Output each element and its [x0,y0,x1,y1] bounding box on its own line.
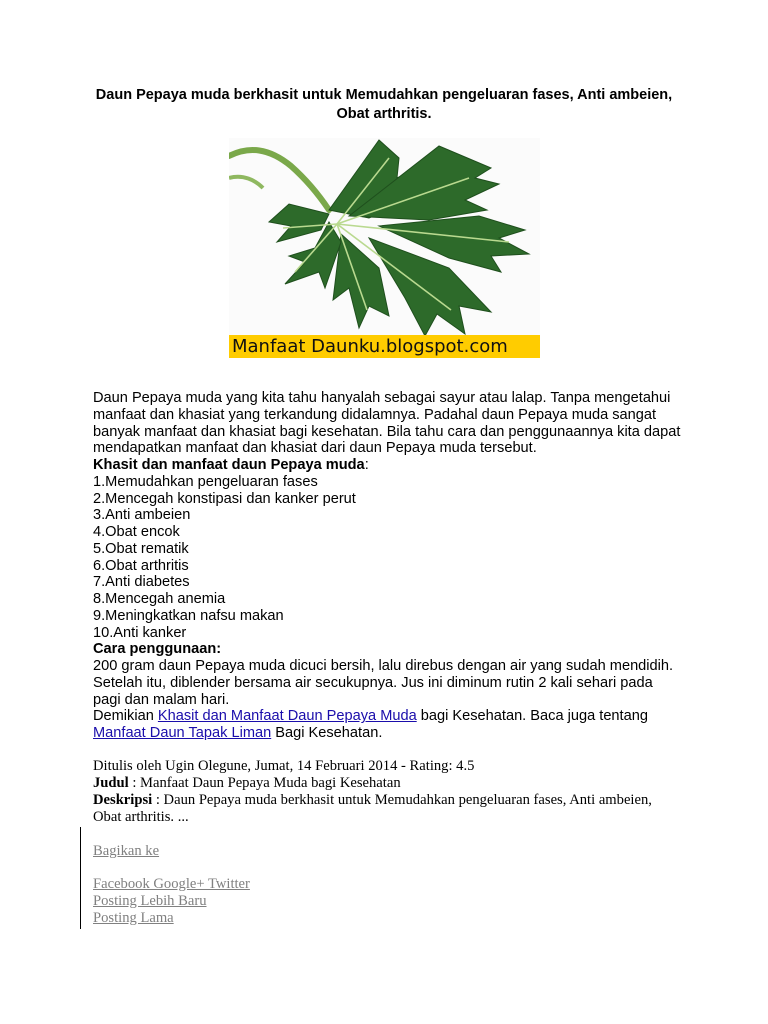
list-item: 8.Mencegah anemia [93,591,226,607]
article-link[interactable]: Khasit dan Manfaat Daun Pepaya Muda [157,708,417,725]
image-watermark-banner: Manfaat Daunku.blogspot.com [229,335,540,358]
list-item: 9.Meningkatkan nafsu makan [93,607,284,624]
judul-value: : Manfaat Daun Pepaya Muda bagi Kesehatan [128,775,401,791]
judul-line [93,775,683,792]
usage-paragraph: 200 gram daun Pepaya muda dicuci bersih, lalu direbus dengan air yang sudah mendidih. Setelah itu, diblender bersama air secukupnya. Jus ini diminum rutin 2 kali sehari pada pagi dan malam hari. [93,658,674,708]
benefits-heading [93,457,683,474]
benefits-list [93,474,683,642]
papaya-leaf-icon [229,138,540,338]
share-section [80,827,381,929]
list-item: 10.Anti kanker [93,624,187,641]
byline: Ditulis oleh Ugin Olegune, Jumat, 14 Februari 2014 - Rating: 4.5 [93,758,475,774]
older-post-link[interactable]: Posting Lama [93,910,174,926]
deskripsi-value: : Daun Pepaya muda berkhasit untuk Memudahkan pengeluaran fases, Anti ambeien, Obat arthritis. ... [93,792,652,825]
usage-heading-text: Cara penggunaan: [93,641,222,658]
newer-post-link[interactable]: Posting Lebih Baru [93,893,207,909]
list-item: 4.Obat encok [93,524,180,540]
closing-suffix: Bagi Kesehatan. [271,725,383,741]
closing-middle: bagi Kesehatan. Baca juga tentang [416,708,648,725]
deskripsi-line [93,792,683,826]
usage-heading [93,641,683,658]
papaya-leaf-image [229,138,540,358]
closing-prefix: Demikian [93,708,158,725]
post-meta [93,758,683,826]
closing-paragraph [93,708,683,742]
benefits-heading-text: Khasit dan manfaat daun Pepaya muda [93,457,365,473]
related-article-link[interactable]: Manfaat Daun Tapak Liman [93,725,272,741]
benefits-heading-colon: : [364,457,369,473]
share-services-link[interactable]: Facebook Google+ Twitter [93,876,250,892]
list-item: 2.Mencegah konstipasi dan kanker perut [93,490,356,507]
intro-paragraph: Daun Pepaya muda yang kita tahu hanyalah sebagai sayur atau lalap. Tanpa mengetahui manfaat dan khasiat yang terkandung didalamnya. Padahal daun Pepaya muda sangat banyak manfaat dan khasiat bagi kesehatan. Bila tahu cara dan penggunaannya kita dapat mendapatkan manfaat dan khasiat dari daun Pepaya muda tersebut. [93,390,681,457]
judul-label: Judul [93,775,129,791]
list-item: 1.Memudahkan pengeluaran fases [93,473,318,490]
deskripsi-label: Deskripsi [93,792,153,808]
list-item: 3.Anti ambeien [93,507,191,524]
list-item: 6.Obat arthritis [93,557,189,574]
page-title: Daun Pepaya muda berkhasit untuk Memudahkan pengeluaran fases, Anti ambeien, Obat arthritis. [95,87,673,122]
article-body [93,390,683,742]
list-item: 5.Obat rematik [93,540,189,557]
list-item: 7.Anti diabetes [93,574,190,591]
share-label-link[interactable]: Bagikan ke [93,843,160,859]
